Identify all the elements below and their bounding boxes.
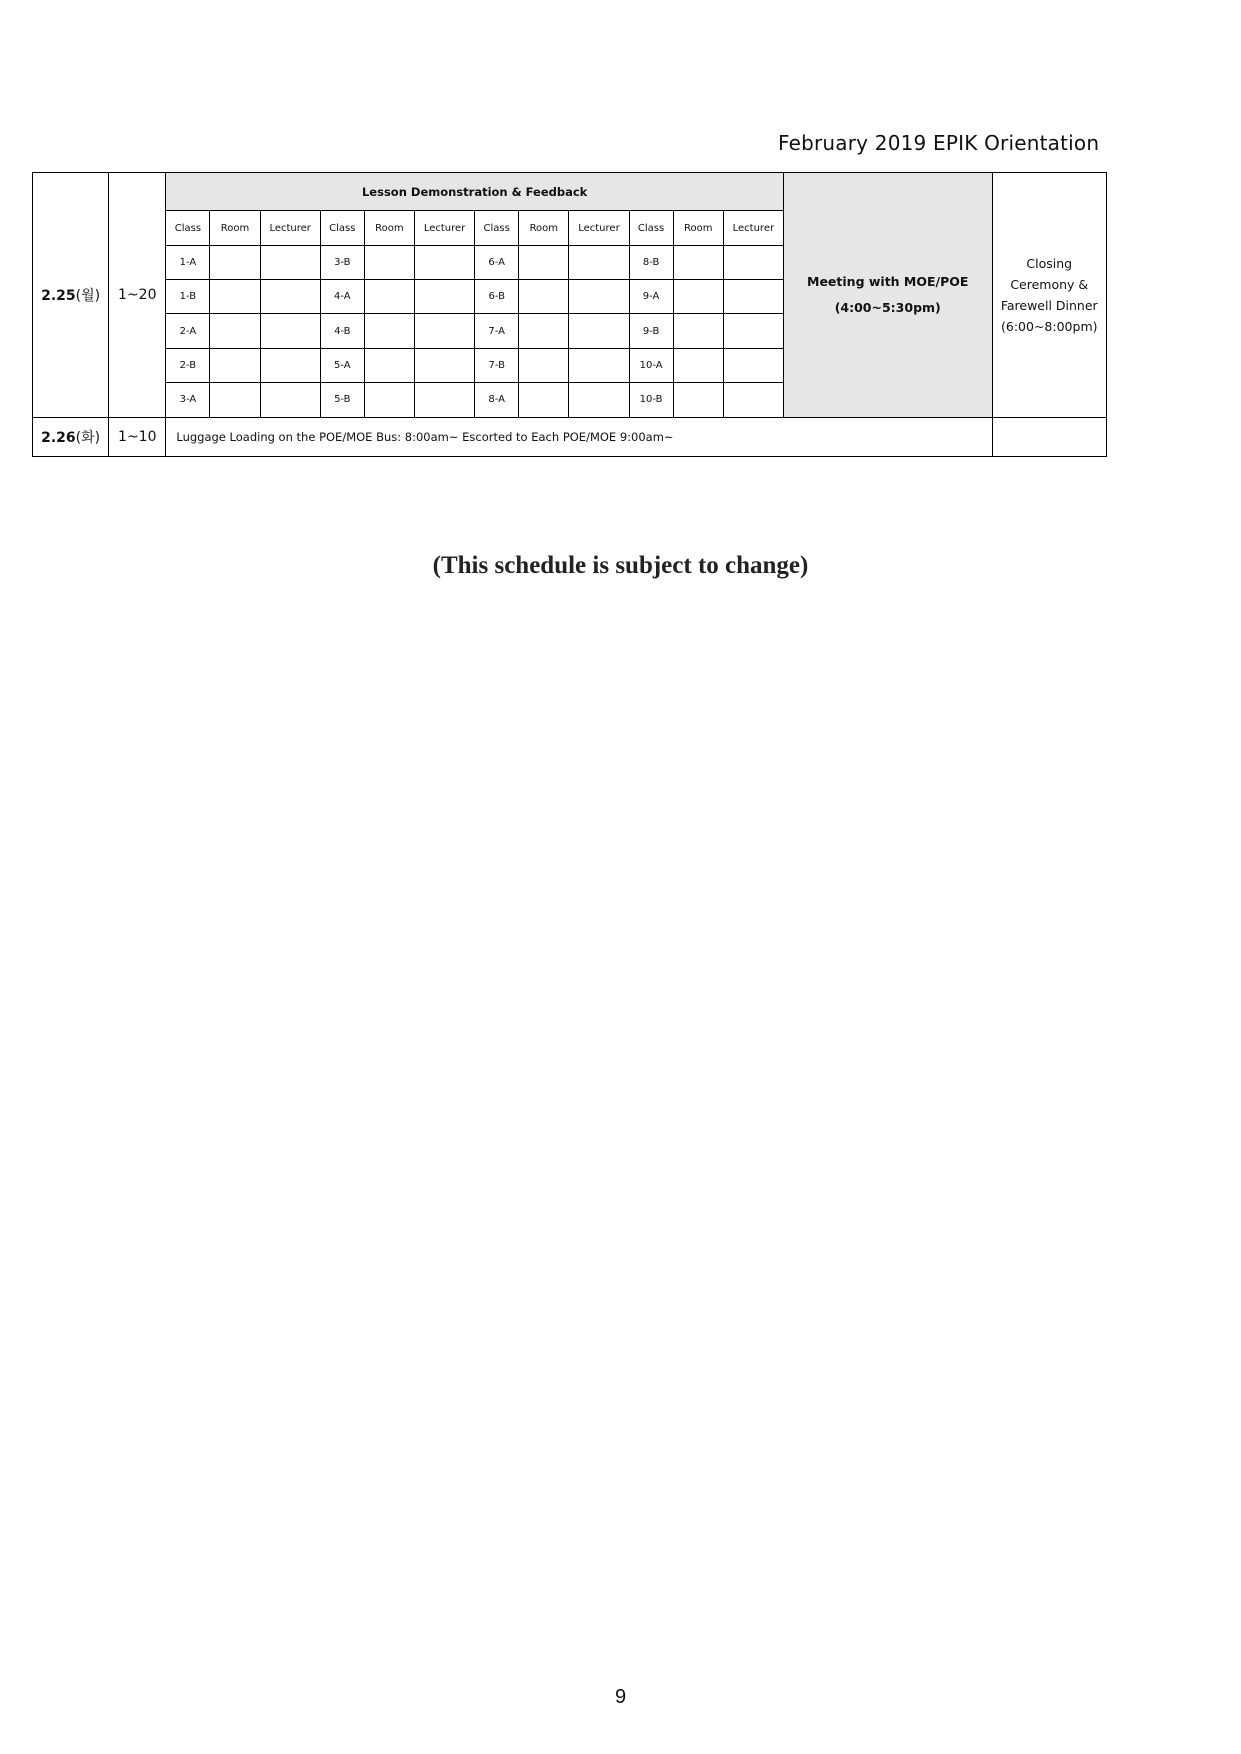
meeting-title: Meeting with MOE/POE (807, 273, 969, 289)
column-header: Lecturer (569, 211, 629, 245)
day2-date-cell (33, 417, 109, 456)
room-cell (519, 383, 569, 417)
lecturer-cell (260, 383, 320, 417)
room-cell (519, 245, 569, 279)
class-cell: 5-A (320, 348, 364, 382)
column-header: Room (364, 211, 414, 245)
class-cell: 8-B (629, 245, 673, 279)
room-cell (673, 280, 723, 314)
lecturer-cell (260, 280, 320, 314)
room-cell (364, 348, 414, 382)
day2-range: 1~10 (109, 417, 166, 456)
class-cell: 6-A (475, 245, 519, 279)
lesson-demo-section-title: Lesson Demonstration & Feedback (166, 173, 784, 211)
table-row (33, 417, 1107, 456)
class-cell: 6-B (475, 280, 519, 314)
room-cell (673, 348, 723, 382)
meeting-time: (4:00~5:30pm) (834, 299, 941, 315)
column-header: Lecturer (260, 211, 320, 245)
lecturer-cell (723, 245, 783, 279)
day1-weekday: (월) (75, 287, 101, 304)
class-cell: 3-B (320, 245, 364, 279)
schedule-change-notice: (This schedule is subject to change) (432, 552, 809, 579)
closing-line-4: (6:00~8:00pm) (1001, 318, 1098, 334)
lecturer-cell (414, 348, 474, 382)
class-cell: 8-A (475, 383, 519, 417)
lecturer-cell (414, 280, 474, 314)
column-header: Room (519, 211, 569, 245)
room-cell (519, 280, 569, 314)
room-cell (364, 280, 414, 314)
class-cell: 10-A (629, 348, 673, 382)
day2-date: 2.26 (41, 429, 76, 446)
day2-weekday: (화) (75, 429, 101, 446)
class-cell: 4-A (320, 280, 364, 314)
meeting-cell (783, 173, 992, 418)
class-cell: 1-B (166, 280, 210, 314)
column-header: Class (475, 211, 519, 245)
day1-date: 2.25 (41, 287, 76, 304)
lecturer-cell (260, 348, 320, 382)
lecturer-cell (569, 348, 629, 382)
room-cell (210, 383, 260, 417)
lecturer-cell (569, 280, 629, 314)
orientation-schedule-table (32, 172, 1107, 457)
column-header: Class (166, 211, 210, 245)
class-cell: 3-A (166, 383, 210, 417)
room-cell (364, 383, 414, 417)
lecturer-cell (569, 245, 629, 279)
lecturer-cell (260, 314, 320, 348)
empty-cell (992, 417, 1106, 456)
class-cell: 9-A (629, 280, 673, 314)
class-cell: 2-B (166, 348, 210, 382)
room-cell (519, 314, 569, 348)
class-cell: 4-B (320, 314, 364, 348)
room-cell (673, 383, 723, 417)
room-cell (210, 280, 260, 314)
class-cell: 9-B (629, 314, 673, 348)
class-cell: 7-A (475, 314, 519, 348)
lecturer-cell (723, 383, 783, 417)
closing-cell (992, 173, 1106, 418)
room-cell (673, 314, 723, 348)
lecturer-cell (723, 314, 783, 348)
lecturer-cell (569, 383, 629, 417)
room-cell (210, 348, 260, 382)
column-header: Lecturer (723, 211, 783, 245)
room-cell (210, 314, 260, 348)
column-header: Room (210, 211, 260, 245)
page-number: 9 (614, 1686, 627, 1708)
document-header-title: February 2019 EPIK Orientation (778, 131, 1100, 155)
table-row (33, 173, 1107, 211)
room-cell (519, 348, 569, 382)
class-cell: 2-A (166, 314, 210, 348)
closing-line-2: Ceremony & (1010, 276, 1089, 292)
class-cell: 1-A (166, 245, 210, 279)
class-cell: 5-B (320, 383, 364, 417)
day1-date-cell (33, 173, 109, 418)
luggage-note: Luggage Loading on the POE/MOE Bus: 8:00am~ Escorted to Each POE/MOE 9:00am~ (166, 417, 992, 456)
lecturer-cell (723, 280, 783, 314)
room-cell (364, 245, 414, 279)
lecturer-cell (260, 245, 320, 279)
lecturer-cell (414, 314, 474, 348)
column-header: Class (629, 211, 673, 245)
day1-range: 1~20 (109, 173, 166, 418)
room-cell (673, 245, 723, 279)
closing-line-3: Farewell Dinner (1000, 297, 1098, 313)
lecturer-cell (569, 314, 629, 348)
lecturer-cell (414, 245, 474, 279)
lecturer-cell (414, 383, 474, 417)
room-cell (364, 314, 414, 348)
class-cell: 10-B (629, 383, 673, 417)
class-cell: 7-B (475, 348, 519, 382)
room-cell (210, 245, 260, 279)
lecturer-cell (723, 348, 783, 382)
column-header: Room (673, 211, 723, 245)
column-header: Lecturer (414, 211, 474, 245)
column-header: Class (320, 211, 364, 245)
closing-line-1: Closing (1026, 255, 1073, 271)
